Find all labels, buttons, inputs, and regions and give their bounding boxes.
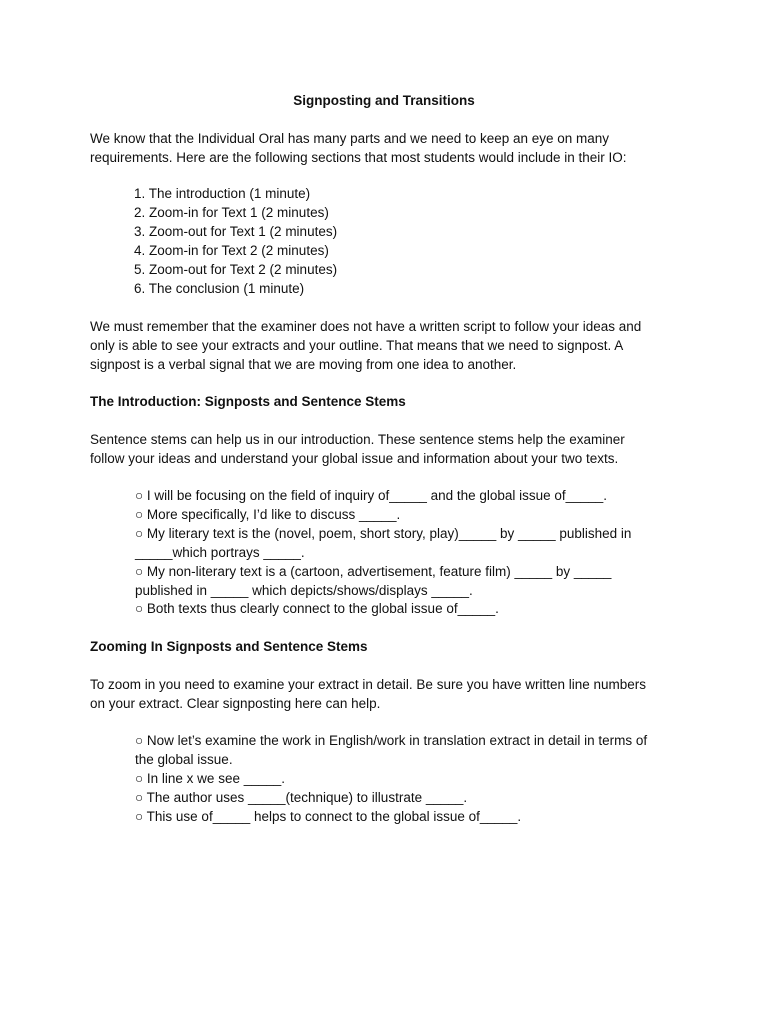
zooming-heading: Zooming In Signposts and Sentence Stems [90, 639, 368, 654]
list-item: ○ Both texts thus clearly connect to the global issue of_____. [135, 601, 499, 617]
introduction-paragraph: Sentence stems can help us in our introduction. These sentence stems help the examiner follow your ideas and understand your global issue and information about your two texts. [90, 432, 625, 466]
list-item: ○ My literary text is the (novel, poem, short story, play)_____ by _____ published in _____which portrays _____. [135, 525, 632, 560]
list-item: ○ My non-literary text is a (cartoon, advertisement, feature film) _____ by _____ published in _____ which depicts/shows/displays _____. [135, 563, 612, 598]
intro-paragraph: We know that the Individual Oral has many parts and we need to keep an eye on many requirements. Here are the following sections that most students would include in their IO: [90, 131, 627, 165]
list-item: 6. The conclusion (1 minute) [134, 280, 305, 296]
list-item: 3. Zoom-out for Text 1 (2 minutes) [134, 223, 338, 239]
list-item: ○ I will be focusing on the field of inquiry of_____ and the global issue of_____. [135, 488, 607, 503]
list-item: ○ Now let’s examine the work in English/work in translation extract in detail in terms of the global issue. [135, 733, 648, 767]
document-title: Signposting and Transitions [293, 93, 475, 108]
list-item: ○ The author uses _____(technique) to illustrate _____. [135, 789, 468, 805]
sections-list [134, 185, 634, 298]
list-item: 5. Zoom-out for Text 2 (2 minutes) [134, 261, 338, 277]
list-item: 1. The introduction (1 minute) [134, 186, 311, 201]
list-item: 2. Zoom-in for Text 1 (2 minutes) [134, 204, 329, 220]
list-item: ○ This use of_____ helps to connect to the global issue of_____. [135, 808, 522, 824]
zooming-stems-list [135, 732, 665, 827]
signpost-paragraph: We must remember that the examiner does not have a written script to follow your ideas and only is able to see your extracts and your outline. That means that we need to signpost. A signpost is a verbal signal that we are moving from one idea to another. [90, 319, 642, 372]
list-item: 4. Zoom-in for Text 2 (2 minutes) [134, 242, 329, 258]
introduction-stems-list [135, 487, 665, 619]
introduction-heading: The Introduction: Signposts and Sentence Stems [90, 394, 406, 409]
list-item: ○ In line x we see _____. [135, 770, 285, 786]
zooming-paragraph: To zoom in you need to examine your extract in detail. Be sure you have written line numbers on your extract. Clear signposting here can help. [90, 677, 647, 711]
list-item: ○ More specifically, I’d like to discuss _____. [135, 506, 401, 522]
